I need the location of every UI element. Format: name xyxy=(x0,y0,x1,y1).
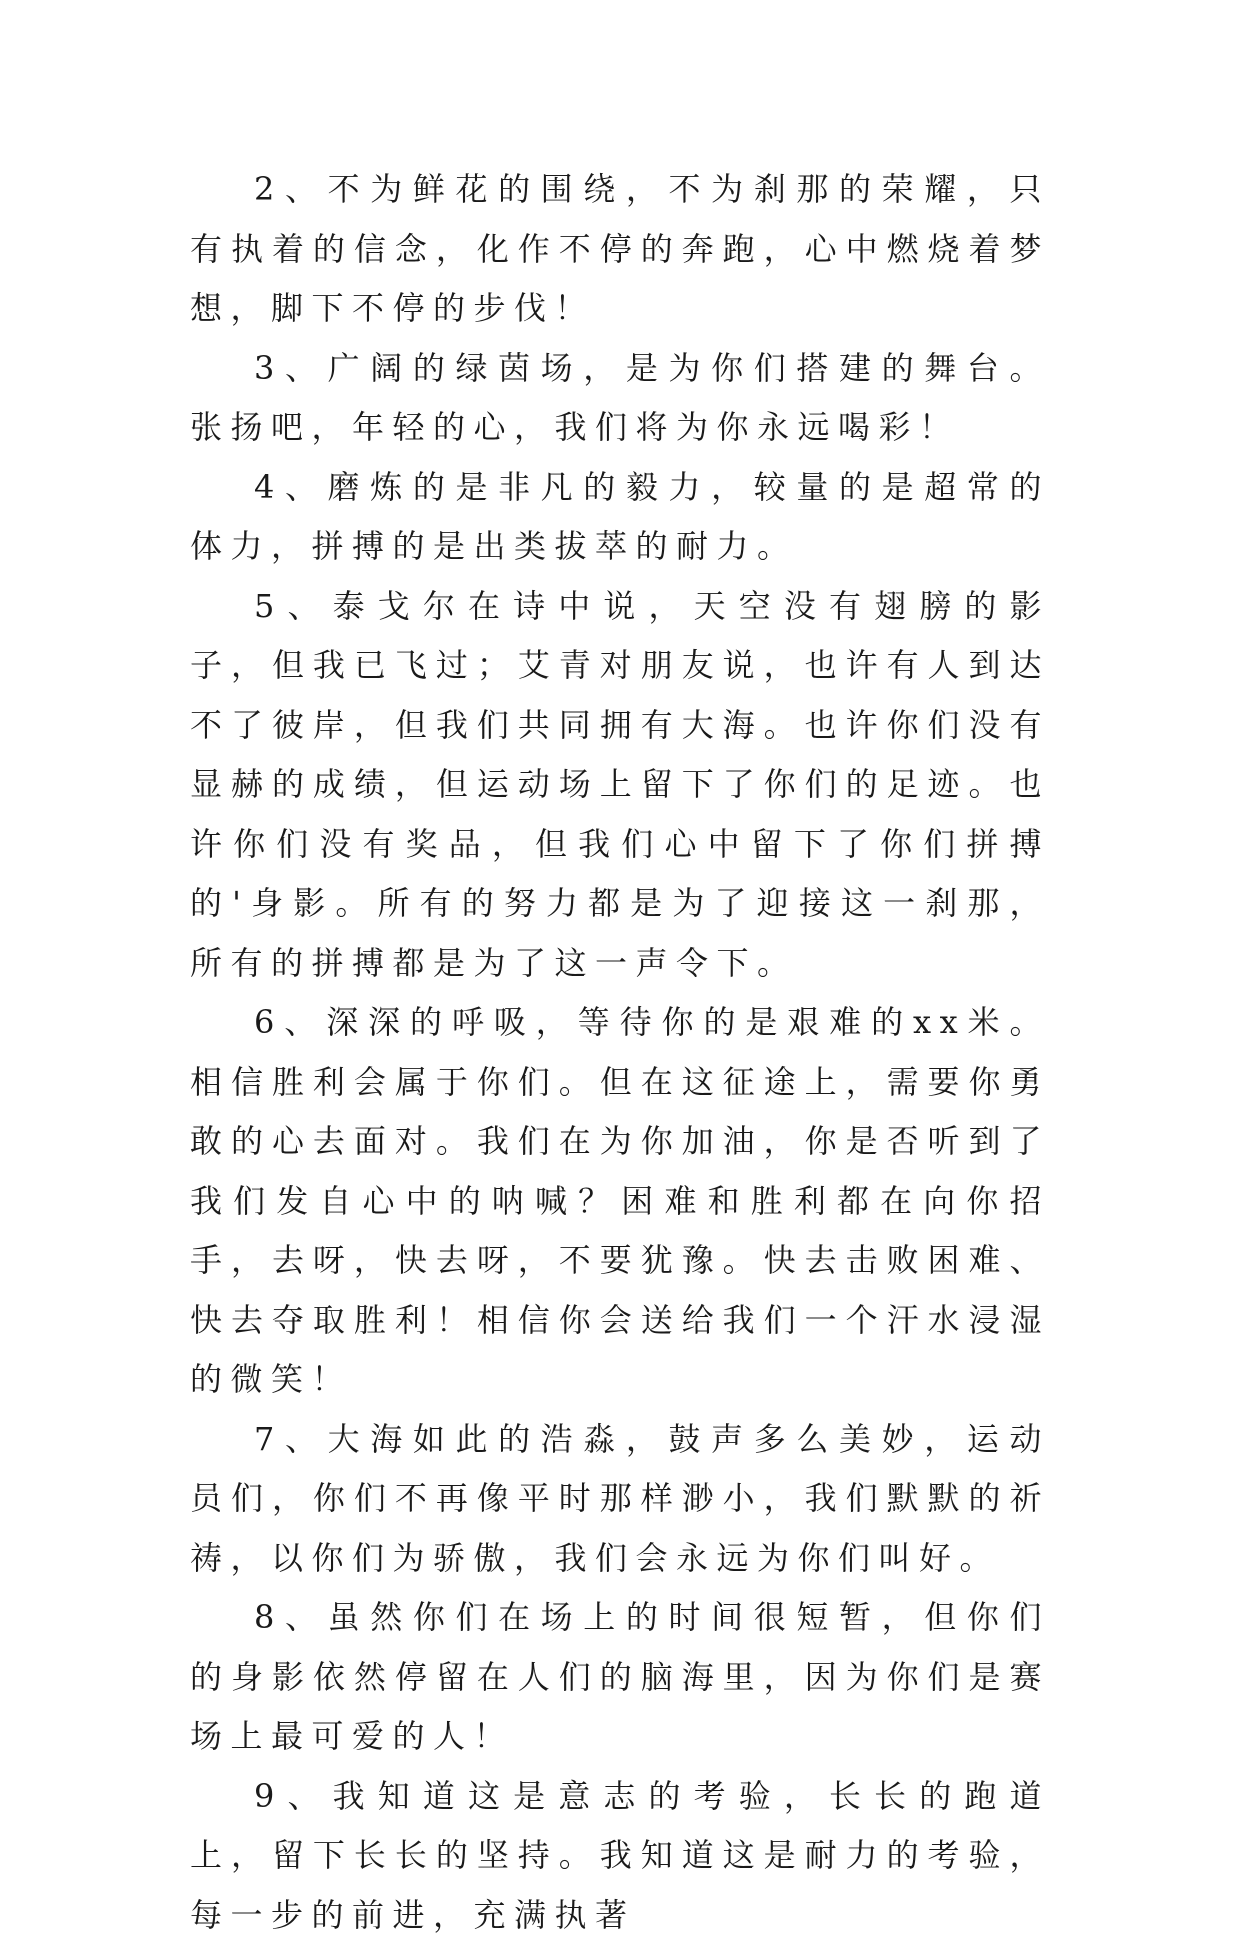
paragraph-3: 3、广阔的绿茵场，是为你们搭建的舞台。张扬吧，年轻的心，我们将为你永远喝彩！ xyxy=(190,339,1050,458)
document-body xyxy=(190,160,1050,1945)
paragraph-4: 4、磨炼的是非凡的毅力，较量的是超常的体力，拼搏的是出类拔萃的耐力。 xyxy=(190,458,1050,577)
paragraph-9: 9、我知道这是意志的考验，长长的跑道上，留下长长的坚持。我知道这是耐力的考验，每一步的前进，充满执著 xyxy=(190,1767,1050,1945)
paragraph-2: 2、不为鲜花的围绕，不为刹那的荣耀，只有执着的信念，化作不停的奔跑，心中燃烧着梦想，脚下不停的步伐！ xyxy=(190,160,1050,339)
paragraph-7: 7、大海如此的浩淼，鼓声多么美妙，运动员们，你们不再像平时那样渺小，我们默默的祈祷，以你们为骄傲，我们会永远为你们叫好。 xyxy=(190,1410,1050,1589)
paragraph-6: 6、深深的呼吸，等待你的是艰难的xx米。相信胜利会属于你们。但在这征途上，需要你勇敢的心去面对。我们在为你加油，你是否听到了我们发自心中的呐喊？困难和胜利都在向你招手，去呀，快去呀，不要犹豫。快去击败困难、快去夺取胜利！相信你会送给我们一个汗水浸湿的微笑！ xyxy=(190,993,1050,1410)
paragraph-5: 5、泰戈尔在诗中说，天空没有翅膀的影子，但我已飞过；艾青对朋友说，也许有人到达不了彼岸，但我们共同拥有大海。也许你们没有显赫的成绩，但运动场上留下了你们的足迹。也许你们没有奖品，但我们心中留下了你们拼搏的'身影。所有的努力都是为了迎接这一刹那，所有的拼搏都是为了这一声令下。 xyxy=(190,577,1050,994)
paragraph-8: 8、虽然你们在场上的时间很短暂，但你们的身影依然停留在人们的脑海里，因为你们是赛场上最可爱的人！ xyxy=(190,1588,1050,1767)
